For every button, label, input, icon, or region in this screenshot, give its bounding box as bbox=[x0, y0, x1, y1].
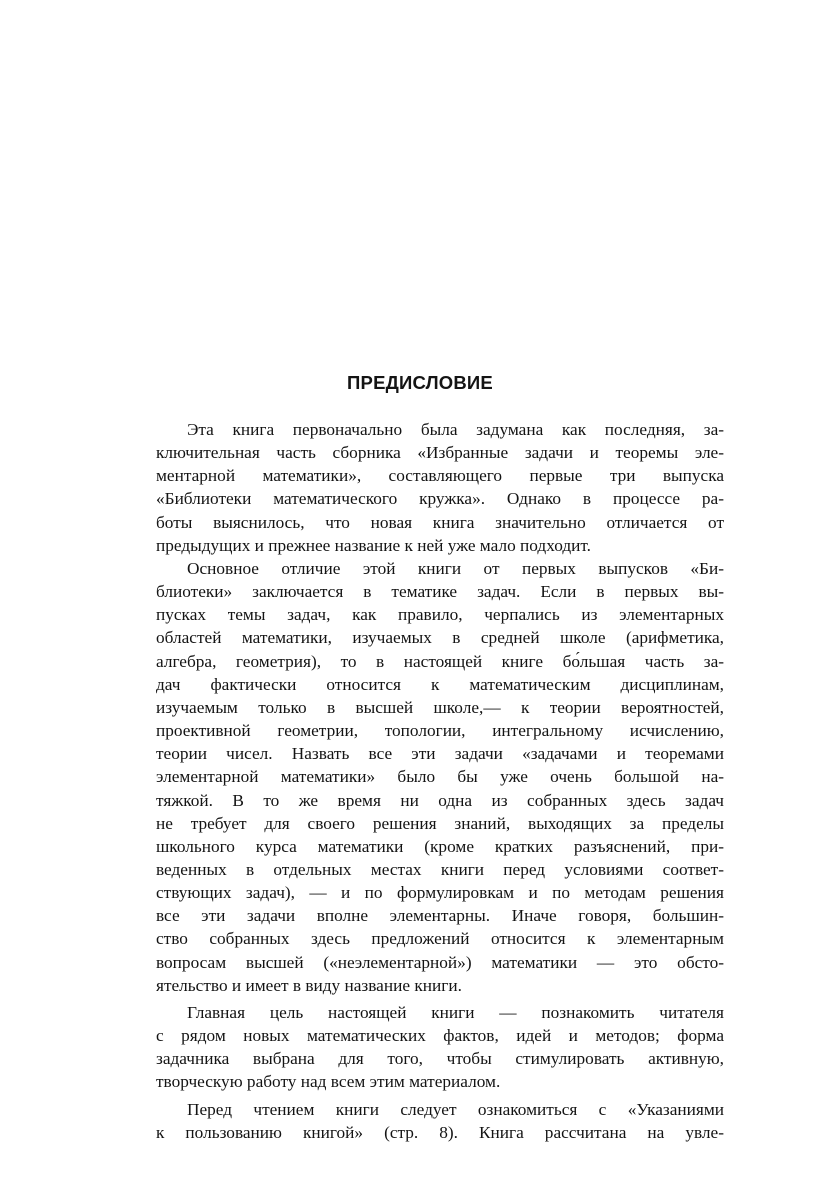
text-line: «Библиотеки математического кружка». Однако в процессе ра- bbox=[156, 489, 724, 509]
text-line: Основное отличие этой книги от первых выпусков «Би- bbox=[187, 558, 724, 578]
text-line: Перед чтением книги следует ознакомиться с «Указаниями bbox=[187, 1099, 724, 1119]
text-line: ятельство и имеет в виду название книги. bbox=[156, 975, 462, 995]
text-line: областей математики, изучаемых в средней школе (арифметика, bbox=[156, 628, 724, 648]
preface-text bbox=[156, 418, 724, 1144]
text-line: изучаемым только в высшей школе,— к теории вероятностей, bbox=[156, 697, 724, 717]
text-line: ство собранных здесь предложений относится к элементарным bbox=[156, 929, 724, 949]
text-line: проективной геометрии, топологии, интегральному исчислению, bbox=[156, 721, 724, 741]
text-line: творческую работу над всем этим материалом. bbox=[156, 1072, 501, 1092]
text-line: задачника выбрана для того, чтобы стимулировать активную, bbox=[156, 1049, 724, 1069]
text-line: не требует для своего решения знаний, выходящих за пределы bbox=[156, 813, 724, 833]
page-title: ПРЕДИСЛОВИЕ bbox=[347, 372, 493, 393]
text-line: блиотеки» заключается в тематике задач. Если в первых вы- bbox=[156, 582, 724, 602]
text-line: алгебра, геометрия), то в настоящей книге бо́льшая часть за- bbox=[156, 651, 724, 671]
text-line: ключительная часть сборника «Избранные задачи и теоремы эле- bbox=[156, 443, 724, 463]
text-line: вопросам высшей («неэлементарной») математики — это обсто- bbox=[156, 952, 724, 972]
text-line: с рядом новых математических фактов, идей и методов; форма bbox=[156, 1026, 724, 1046]
text-line: веденных в отдельных местах книги перед условиями соответ- bbox=[156, 859, 724, 879]
text-line: теории чисел. Назвать все эти задачи «задачами и теоремами bbox=[156, 744, 724, 764]
text-line: ментарной математики», составляющего первые три выпуска bbox=[156, 466, 724, 486]
text-line: тяжкой. В то же время ни одна из собранных здесь задач bbox=[156, 790, 724, 810]
text-line: все эти задачи вполне элементарны. Иначе говоря, большин- bbox=[156, 906, 724, 926]
text-line: боты выяснилось, что новая книга значительно отличается от bbox=[156, 512, 724, 532]
text-line: Эта книга первоначально была задумана как последняя, за- bbox=[187, 420, 724, 439]
text-line: к пользованию книгой» (стр. 8). Книга рассчитана на увле- bbox=[156, 1122, 724, 1142]
text-line: предыдущих и прежнее название к ней уже мало подходит. bbox=[156, 535, 591, 555]
text-line: школьного курса математики (кроме кратких разъяснений, при- bbox=[156, 836, 724, 856]
text-line: пусках темы задач, как правило, черпались из элементарных bbox=[156, 605, 724, 625]
text-line: Главная цель настоящей книги — познакомить читателя bbox=[187, 1002, 724, 1022]
text-line: ствующих задач), — и по формулировкам и по методам решения bbox=[156, 883, 724, 903]
text-line: дач фактически относится к математическим дисциплинам, bbox=[156, 674, 724, 694]
text-line: элементарной математики» было бы уже очень большой на- bbox=[156, 767, 724, 787]
